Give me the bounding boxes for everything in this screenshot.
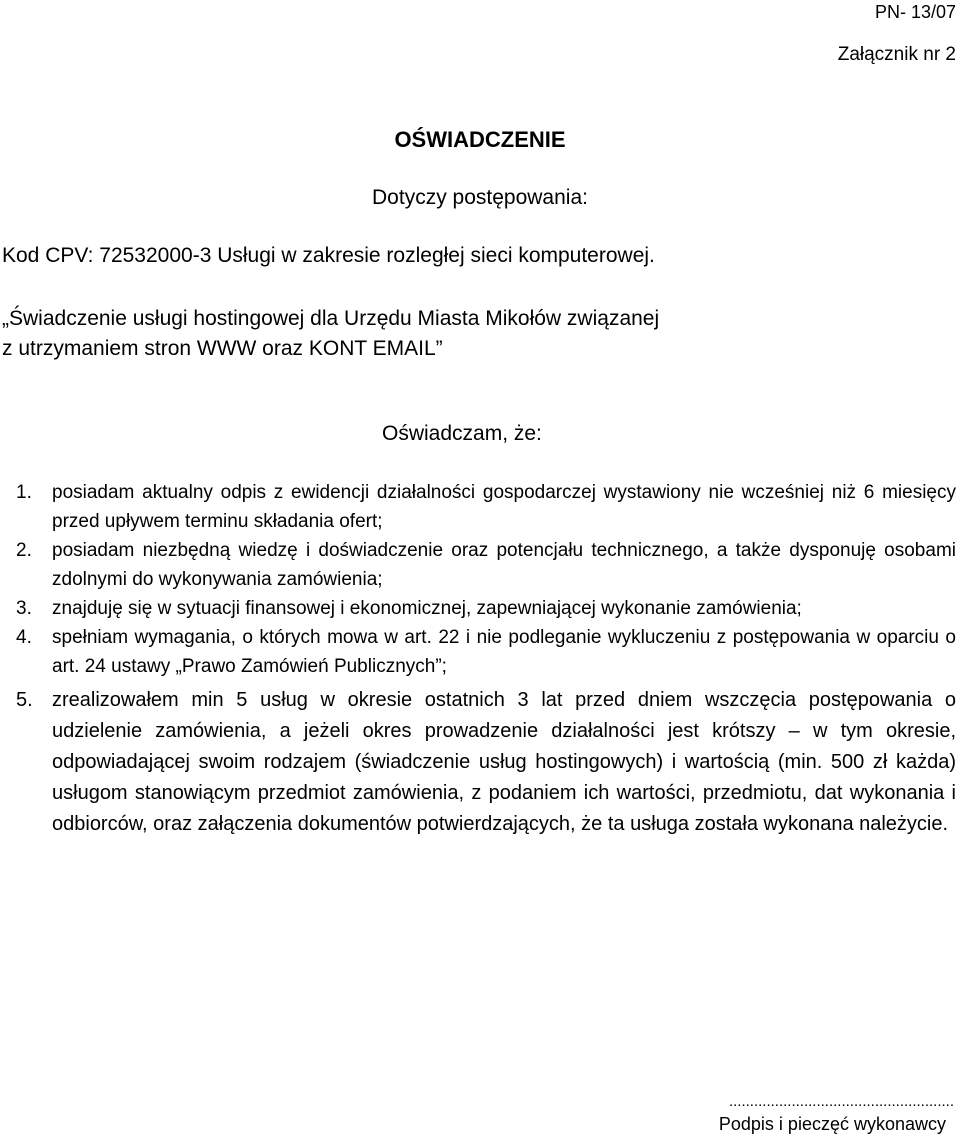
list-item (16, 536, 960, 594)
procurement-subject (2, 304, 659, 364)
document-subtitle: Dotyczy postępowania: (372, 186, 588, 209)
cpv-code-line: Kod CPV: 72532000-3 Usługi w zakresie rozległej sieci komputerowej. (2, 244, 655, 267)
signature-label: Podpis i pieczęć wykonawcy (718, 1114, 946, 1134)
document-reference: PN- 13/07 (874, 2, 956, 22)
item-number: 4. (16, 627, 32, 648)
item-number: 2. (16, 540, 32, 561)
subject-line-2: z utrzymaniem stron WWW oraz KONT EMAIL” (2, 337, 443, 360)
item-text: znajduję się w sytuacji finansowej i ekonomicznej, zapewniającej wykonanie zamówienia; (52, 598, 802, 619)
attachment-label: Załącznik nr 2 (837, 44, 956, 65)
list-item (16, 478, 960, 536)
item-text: posiadam aktualny odpis z ewidencji działalności gospodarczej wystawiony nie wcześniej niż 6 miesięcy przed upływem terminu składania ofert; (52, 482, 956, 532)
declaration-list (16, 478, 960, 840)
item-number: 3. (16, 598, 32, 619)
list-item (16, 623, 960, 681)
signature-line: ...................................................... (728, 1093, 954, 1110)
declaration-intro: Oświadczam, że: (382, 422, 542, 445)
list-item (16, 685, 960, 840)
list-item (16, 594, 960, 623)
item-text: posiadam niezbędną wiedzę i doświadczenie oraz potencjału technicznego, a także dysponuję osobami zdolnymi do wykonywania zamówienia; (52, 540, 956, 590)
subject-line-1: „Świadczenie usługi hostingowej dla Urzędu Miasta Mikołów związanej (2, 307, 660, 330)
item-number: 5. (16, 689, 33, 711)
item-number: 1. (16, 482, 32, 503)
document-title: OŚWIADCZENIE (394, 127, 566, 152)
item-text: zrealizowałem min 5 usług w okresie ostatnich 3 lat przed dniem wszczęcia postępowania o udzielenie zamówienia, a jeżeli okres prowadzenie działalności jest krótszy – w tym okresie, odpowiadającej swoim rodzajem (świadczenie usług hostingowych) i wartością (min. 500 zł każda) usługom stanowiącym przedmiot zamówienia, z podaniem ich wartości, przedmiotu, dat wykonania i odbiorców, oraz załączenia dokumentów potwierdzających, że ta usługa została wykonana należycie. (52, 689, 956, 835)
item-text: spełniam wymagania, o których mowa w art. 22 i nie podleganie wykluczeniu z postępowania w oparciu o art. 24 ustawy „Prawo Zamówień Publicznych”; (52, 627, 956, 677)
